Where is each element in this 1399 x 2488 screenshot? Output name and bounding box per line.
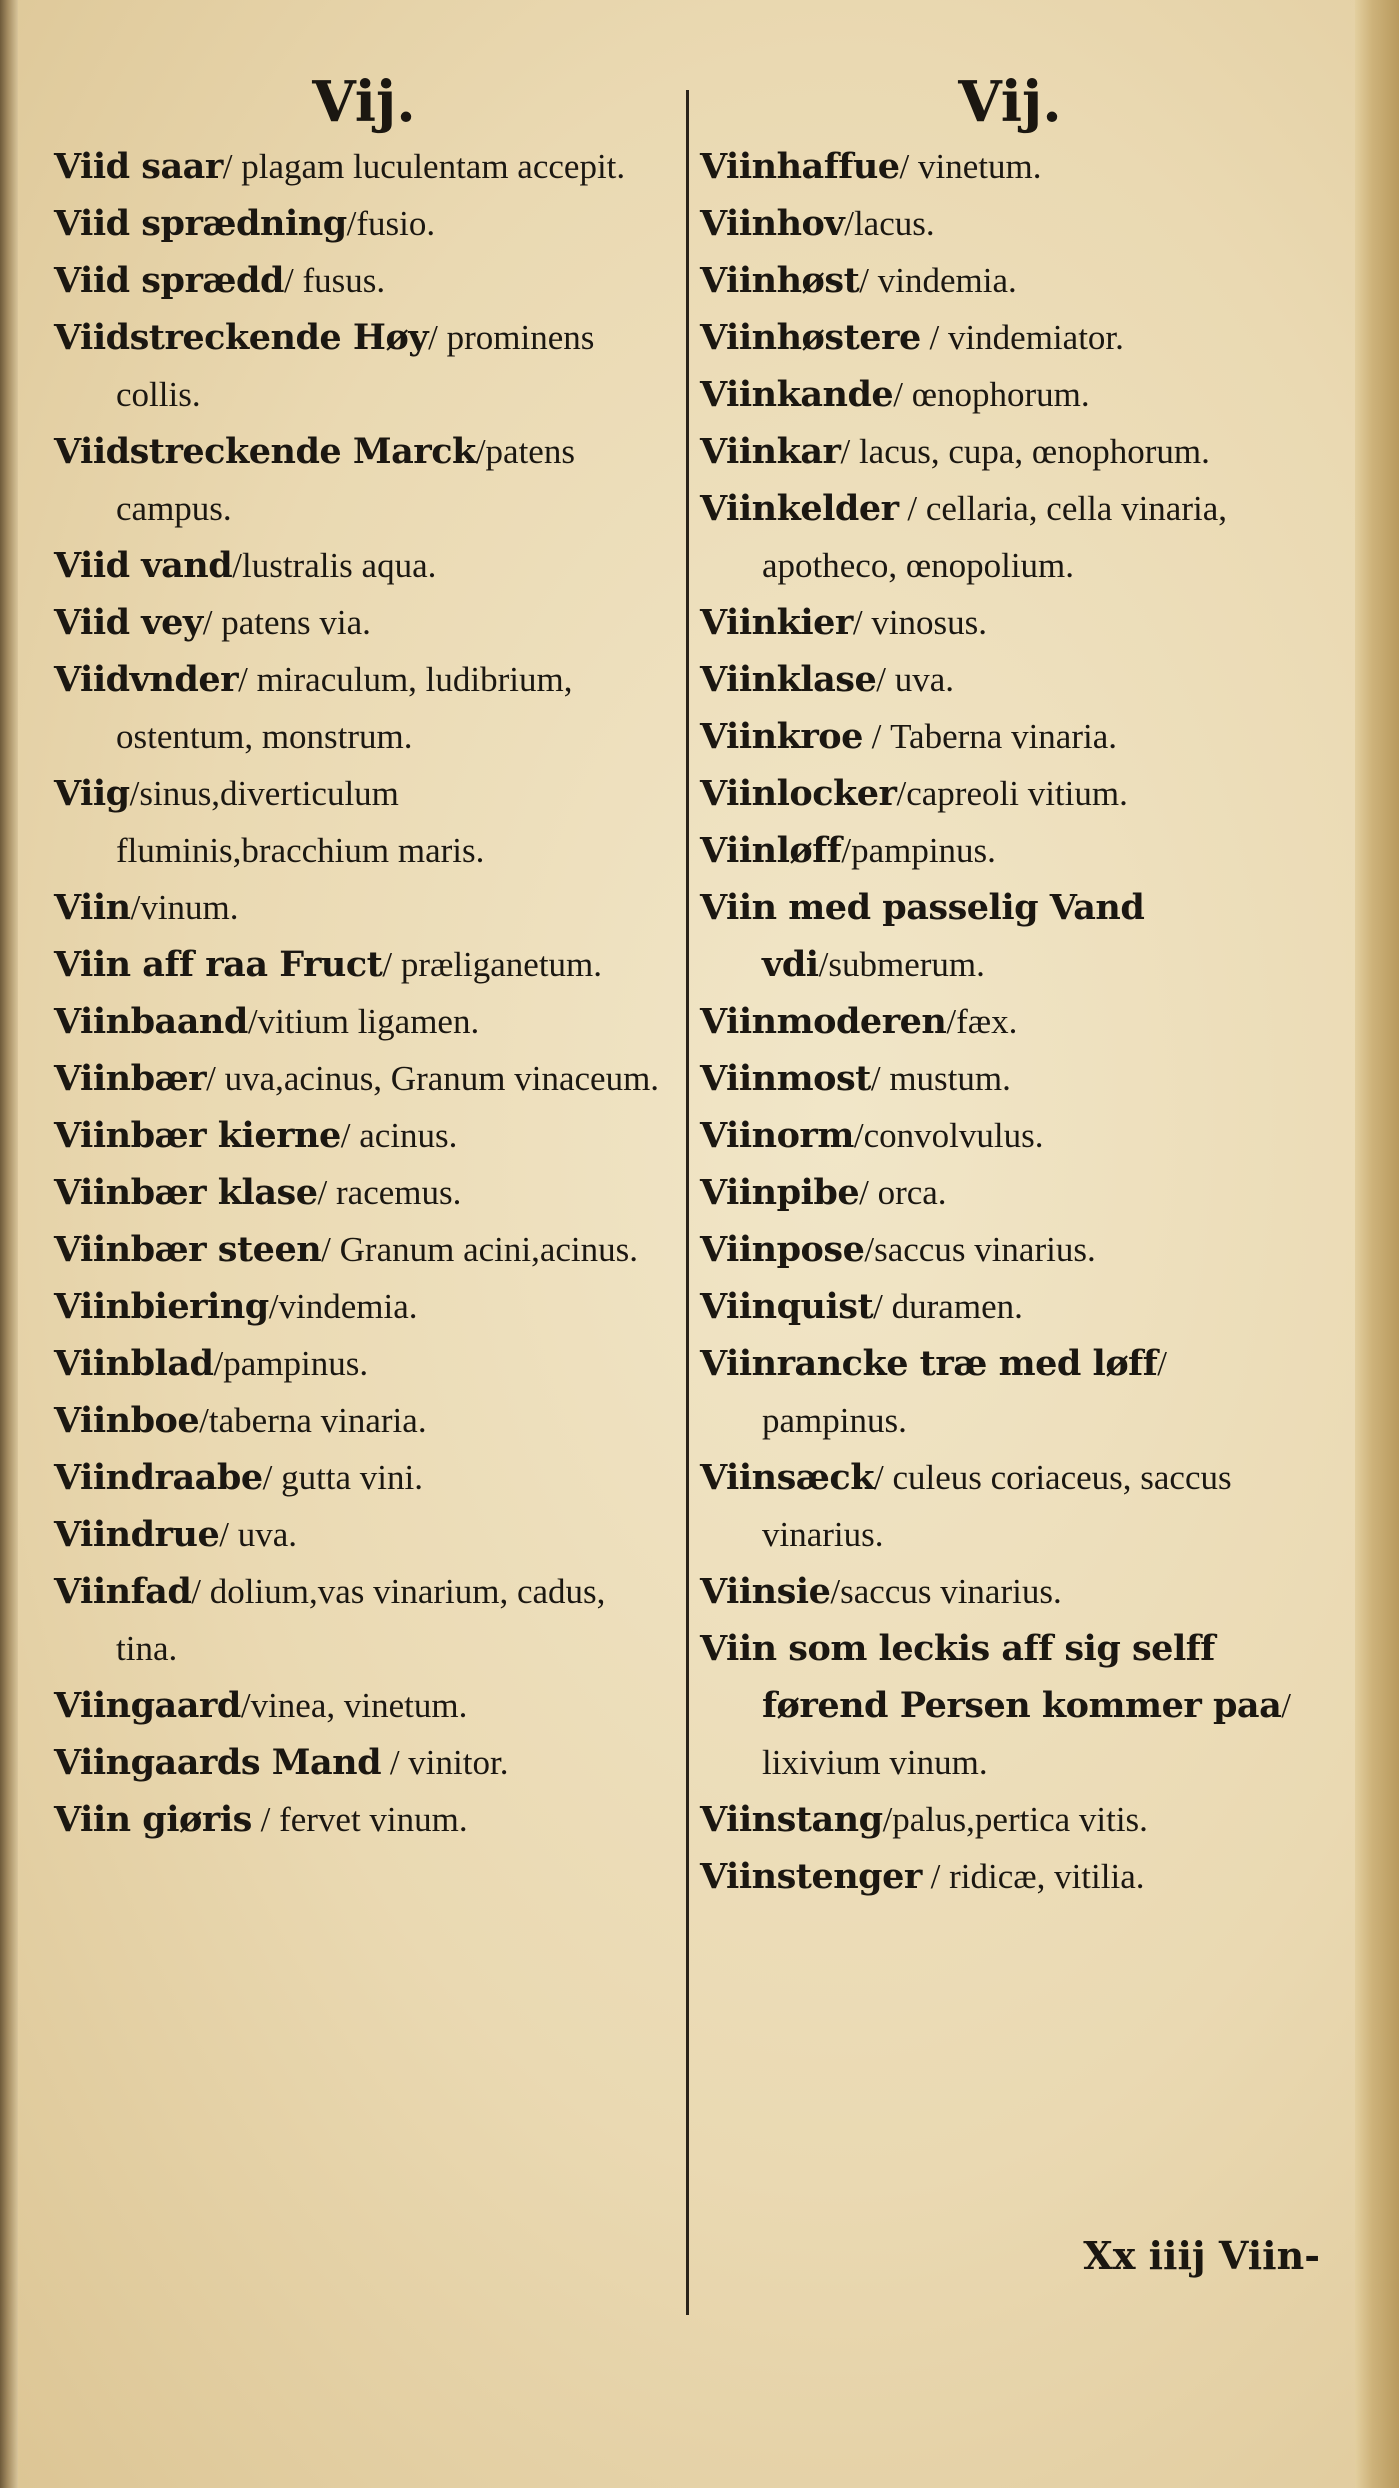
entry-headword: Viinkier (700, 602, 853, 643)
right-column-header: Vij. (958, 69, 1062, 135)
entry-latin-gloss: taberna vinaria. (208, 1401, 427, 1440)
entry-headword: Viin (54, 887, 131, 928)
entry-separator: / (898, 489, 926, 528)
entry-headword: Viid vey (54, 602, 203, 643)
entry-headword: Viinkar (700, 431, 841, 472)
entry-headword: Viinfad (54, 1571, 192, 1612)
entry-latin-gloss: palus,pertica vitis. (892, 1800, 1148, 1839)
dictionary-entry (700, 1221, 1320, 1278)
entry-headword: Viinmoderen (700, 1001, 947, 1042)
entry-headword: Viingaards Mand (54, 1742, 382, 1783)
entry-latin-gloss: patens campus. (116, 432, 575, 528)
left-entry-list (54, 138, 674, 1848)
entry-separator: / (873, 1287, 883, 1326)
entry-headword: Viinbær steen (54, 1229, 322, 1270)
entry-separator: / (864, 1230, 875, 1269)
entry-headword: Viinløff (700, 830, 842, 871)
entry-separator: / (130, 888, 141, 927)
entry-latin-gloss: præliganetum. (392, 945, 603, 984)
entry-headword: Viingaard (54, 1685, 241, 1726)
entry-headword: Viinboe (54, 1400, 200, 1441)
dictionary-entry (54, 1278, 674, 1335)
dictionary-entry (700, 309, 1320, 366)
dictionary-entry (700, 1791, 1320, 1848)
dictionary-entry (700, 1164, 1320, 1221)
binding-gutter (0, 0, 18, 2488)
entry-headword: Viindraabe (54, 1457, 263, 1498)
entry-separator: / (206, 1059, 216, 1098)
entry-latin-gloss: œnophorum. (902, 375, 1090, 414)
entry-latin-gloss: plagam luculentam accepit. (232, 147, 626, 186)
entry-latin-gloss: fusio. (356, 204, 436, 243)
entry-separator: / (240, 1686, 251, 1725)
entry-headword: Viinquist (700, 1286, 874, 1327)
entry-headword: Viinstang (700, 1799, 883, 1840)
entry-headword: Viidstreckende Høy (54, 317, 429, 358)
entry-separator: / (340, 1116, 351, 1155)
entry-latin-gloss: uva. (886, 660, 955, 699)
entry-separator: / (830, 1572, 841, 1611)
entry-latin-gloss: submerum. (828, 945, 985, 984)
entry-separator: / (859, 261, 869, 300)
dictionary-entry (54, 195, 674, 252)
dictionary-entry (700, 366, 1320, 423)
entry-latin-gloss: saccus vinarius. (874, 1230, 1096, 1269)
entry-separator: / (191, 1572, 202, 1611)
right-column (700, 70, 1320, 1905)
entry-separator: / (859, 1173, 869, 1212)
entry-latin-gloss: pampinus. (762, 1401, 907, 1440)
entry-latin-gloss: vindemiator. (947, 318, 1124, 357)
dictionary-entry (700, 480, 1320, 594)
entry-separator: / (1281, 1686, 1292, 1725)
entry-latin-gloss: fusus. (293, 261, 386, 300)
entry-headword: Viinbiering (54, 1286, 269, 1327)
entry-separator: / (199, 1401, 209, 1440)
entry-separator: / (896, 774, 907, 813)
left-column-header: Vij. (312, 69, 416, 135)
entry-headword: Viinhøst (700, 260, 860, 301)
entry-headword: Viid sprædd (54, 260, 284, 301)
dictionary-entry (700, 1848, 1320, 1905)
dictionary-entry (54, 1734, 674, 1791)
entry-headword: Viinsie (700, 1571, 831, 1612)
dictionary-entry (54, 423, 674, 537)
entry-latin-gloss: capreoli vitium. (906, 774, 1128, 813)
dictionary-entry (54, 1791, 674, 1848)
entry-headword: Viinpibe (700, 1172, 860, 1213)
entry-latin-gloss: fervet vinum. (279, 1800, 468, 1839)
entry-headword: Viinbaand (54, 1001, 248, 1042)
dictionary-entry (54, 252, 674, 309)
entry-separator: / (853, 1116, 864, 1155)
entry-headword: Viid vand (54, 545, 233, 586)
entry-separator: / (818, 945, 829, 984)
dictionary-entry (700, 252, 1320, 309)
entry-latin-gloss: vinea, vinetum. (250, 1686, 468, 1725)
entry-separator: / (213, 1344, 224, 1383)
entry-separator: / (899, 147, 910, 186)
dictionary-entry (54, 993, 674, 1050)
dictionary-entry (54, 936, 674, 993)
dictionary-entry (54, 651, 674, 765)
entry-latin-gloss: patens via. (212, 603, 371, 642)
entry-latin-gloss: dolium,vas vinarium, cadus, tina. (116, 1572, 606, 1668)
entry-separator: / (870, 1059, 881, 1098)
entry-headword: Viinmost (700, 1058, 871, 1099)
entry-separator: / (321, 1230, 331, 1269)
signature-catchword: Xx iiij Viin- (1083, 2233, 1320, 2278)
entry-separator: / (262, 1458, 273, 1497)
entry-latin-gloss: acinus. (350, 1116, 458, 1155)
entry-headword: Viinkroe (700, 716, 863, 757)
column-divider (686, 90, 689, 2315)
entry-separator: / (882, 1800, 893, 1839)
dictionary-entry (700, 708, 1320, 765)
entry-separator: / (1157, 1344, 1168, 1383)
dictionary-entry (700, 594, 1320, 651)
entry-headword: Viid saar (54, 146, 223, 187)
entry-separator: / (381, 1743, 409, 1782)
entry-separator: / (840, 432, 851, 471)
entry-headword: Viid sprædning (54, 203, 347, 244)
dictionary-entry (54, 765, 674, 879)
entry-headword: Viin med passelig Vand vdi (700, 887, 1145, 985)
entry-latin-gloss: lixivium vinum. (762, 1743, 988, 1782)
entry-latin-gloss: uva. (228, 1515, 297, 1554)
entry-separator: / (283, 261, 294, 300)
dictionary-entry (700, 1107, 1320, 1164)
entry-latin-gloss: sinus,diverticulum fluminis,bracchium maris. (116, 774, 485, 870)
entry-headword: Viinbær kierne (54, 1115, 341, 1156)
dictionary-entry (54, 1221, 674, 1278)
entry-separator: / (238, 660, 248, 699)
entry-separator: / (232, 546, 242, 585)
dictionary-entry (700, 765, 1320, 822)
entry-headword: Viinhaffue (700, 146, 900, 187)
dictionary-entry (54, 138, 674, 195)
dictionary-entry (54, 537, 674, 594)
entry-headword: Viinsæck (700, 1457, 874, 1498)
entry-latin-gloss: uva,acinus, Granum vinaceum. (215, 1059, 660, 1098)
dictionary-entry (54, 309, 674, 423)
entry-separator: / (841, 831, 852, 870)
entry-headword: Viig (54, 773, 130, 814)
entry-latin-gloss: prominens collis. (116, 318, 595, 414)
entry-latin-gloss: fæx. (956, 1002, 1018, 1041)
entry-latin-gloss: Taberna vinaria. (890, 717, 1117, 756)
dictionary-entry (54, 1107, 674, 1164)
dictionary-entry (54, 879, 674, 936)
entry-separator: / (893, 375, 903, 414)
entry-headword: Viinpose (700, 1229, 865, 1270)
entry-latin-gloss: ridicæ, vitilia. (949, 1857, 1145, 1896)
entry-headword: Viidvnder (54, 659, 239, 700)
entry-headword: Viinbær klase (54, 1172, 318, 1213)
entry-headword: Viinlocker (700, 773, 897, 814)
dictionary-entry (54, 1335, 674, 1392)
dictionary-entry (700, 651, 1320, 708)
entry-separator: / (946, 1002, 957, 1041)
entry-separator: / (852, 603, 863, 642)
entry-separator: / (346, 204, 357, 243)
entry-separator: / (862, 717, 891, 756)
dictionary-entry (700, 879, 1320, 993)
dictionary-entry (700, 1050, 1320, 1107)
dictionary-entry (700, 423, 1320, 480)
left-column (54, 70, 674, 1848)
dictionary-entry (54, 1164, 674, 1221)
entry-separator: / (202, 603, 213, 642)
entry-headword: Viinklase (700, 659, 877, 700)
entry-headword: Viinkelder (700, 488, 899, 529)
entry-separator: / (251, 1800, 280, 1839)
entry-latin-gloss: culeus coriaceus, saccus vinarius. (762, 1458, 1232, 1554)
entry-headword: Viinstenger (700, 1856, 922, 1897)
entry-latin-gloss: convolvulus. (863, 1116, 1044, 1155)
dictionary-entry (700, 1620, 1320, 1791)
entry-separator: / (876, 660, 887, 699)
entry-latin-gloss: pampinus. (851, 831, 996, 870)
entry-separator: / (475, 432, 486, 471)
entry-latin-gloss: racemus. (327, 1173, 462, 1212)
entry-latin-gloss: saccus vinarius. (840, 1572, 1062, 1611)
entry-separator: / (873, 1458, 884, 1497)
entry-latin-gloss: lustralis aqua. (241, 546, 437, 585)
entry-headword: Viinbær (54, 1058, 207, 1099)
entry-latin-gloss: mustum. (880, 1059, 1011, 1098)
dictionary-entry (700, 1449, 1320, 1563)
dictionary-entry (54, 1449, 674, 1506)
entry-latin-gloss: lacus. (853, 204, 935, 243)
entry-separator: / (129, 774, 140, 813)
entry-separator: / (268, 1287, 279, 1326)
dictionary-entry (54, 1563, 674, 1677)
entry-separator: / (382, 945, 393, 984)
entry-headword: Viinrancke træ med løff (700, 1343, 1158, 1384)
entry-latin-gloss: vinetum. (909, 147, 1042, 186)
entry-latin-gloss: orca. (868, 1173, 947, 1212)
entry-headword: Viin som leckis aff sig selff førend Persen kommer paa (700, 1628, 1282, 1726)
entry-separator: / (921, 1857, 950, 1896)
entry-separator: / (222, 147, 233, 186)
entry-headword: Viin aff raa Fruct (54, 944, 383, 985)
dictionary-entry (700, 822, 1320, 879)
entry-separator: / (219, 1515, 229, 1554)
entry-latin-gloss: lacus, cupa, œnophorum. (850, 432, 1210, 471)
entry-headword: Viinkande (700, 374, 894, 415)
entry-separator: / (428, 318, 438, 357)
entry-latin-gloss: gutta vini. (272, 1458, 424, 1497)
entry-separator: / (317, 1173, 328, 1212)
entry-latin-gloss: vinitor. (408, 1743, 509, 1782)
entry-headword: Viinblad (54, 1343, 214, 1384)
dictionary-entry (54, 1392, 674, 1449)
right-entry-list (700, 138, 1320, 1905)
entry-headword: Viinhøstere (700, 317, 921, 358)
dictionary-entry (700, 1278, 1320, 1335)
entry-latin-gloss: vindemia. (278, 1287, 418, 1326)
entry-latin-gloss: pampinus. (223, 1344, 369, 1383)
entry-latin-gloss: duramen. (882, 1287, 1023, 1326)
entry-latin-gloss: vitium ligamen. (257, 1002, 480, 1041)
dictionary-entry (700, 195, 1320, 252)
entry-headword: Viinorm (700, 1115, 854, 1156)
entry-latin-gloss: vindemia. (868, 261, 1017, 300)
entry-latin-gloss: vinosus. (862, 603, 988, 642)
entry-separator: / (247, 1002, 258, 1041)
dictionary-entry (54, 594, 674, 651)
dictionary-entry (54, 1677, 674, 1734)
entry-latin-gloss: vinum. (140, 888, 239, 927)
dictionary-entry (700, 138, 1320, 195)
entry-headword: Viindrue (54, 1514, 220, 1555)
entry-headword: Viinhov (700, 203, 845, 244)
entry-separator: / (844, 204, 854, 243)
entry-separator: / (920, 318, 948, 357)
dictionary-entry (700, 1335, 1320, 1449)
dictionary-entry (700, 1563, 1320, 1620)
entry-headword: Viidstreckende Marck (54, 431, 476, 472)
entry-latin-gloss: miraculum, ludibrium, ostentum, monstrum. (116, 660, 573, 756)
dictionary-entry (54, 1050, 674, 1107)
dictionary-entry (700, 993, 1320, 1050)
page-edge (1355, 0, 1399, 2488)
dictionary-entry (54, 1506, 674, 1563)
entry-latin-gloss: cellaria, cella vinaria, apotheco, œnopolium. (762, 489, 1228, 585)
entry-latin-gloss: Granum acini,acinus. (330, 1230, 639, 1269)
entry-headword: Viin giøris (54, 1799, 252, 1840)
